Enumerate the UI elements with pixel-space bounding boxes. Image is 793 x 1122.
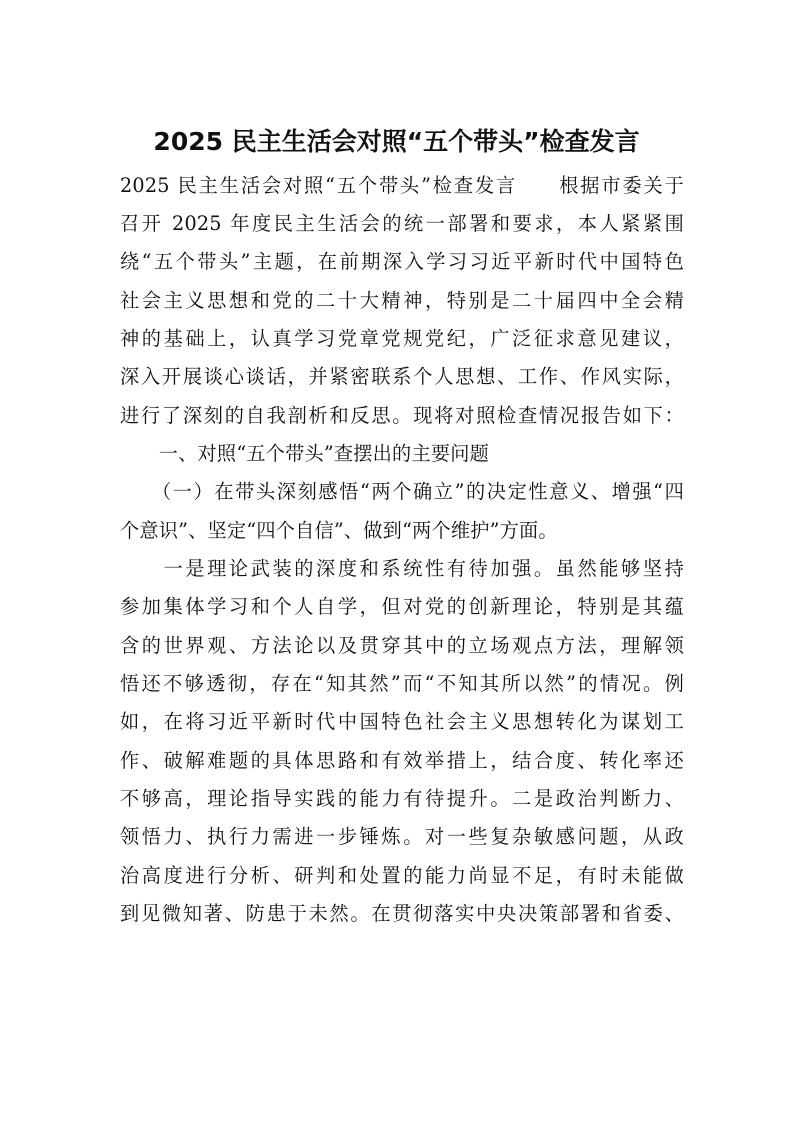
body-line: 领悟力、执行力需进一步锤炼。对一些复杂敏感问题，从政 (120, 825, 684, 848)
body-line: 绕“五个带头”主题，在前期深入学习习近平新时代中国特色 (120, 250, 684, 273)
subsection-heading-cont: 个意识”、坚定“四个自信”、做到“两个维护”方面。 (120, 519, 558, 542)
subsection-heading: （一）在带头深刻感悟“两个确立”的决定性意义、增强“四 (120, 480, 684, 503)
body-line: 进行了深刻的自我剖析和反思。现将对照检查情况报告如下： (120, 404, 684, 427)
body-line: 如，在将习近平新时代中国特色社会主义思想转化为谋划工 (120, 710, 684, 733)
body-line: 到见微知著、防患于未然。在贯彻落实中央决策部署和省委、 (120, 902, 684, 925)
body-line: 含的世界观、方法论以及贯穿其中的立场观点方法，理解领 (120, 634, 684, 657)
body-line: 神的基础上，认真学习党章党规党纪，广泛征求意见建议， (120, 327, 684, 350)
body-line: 悟还不够透彻，存在“知其然”而“不知其所以然”的情况。例 (120, 672, 684, 695)
body-line: 社会主义思想和党的二十大精神，特别是二十届四中全会精 (120, 289, 684, 312)
body-line: 一是理论武装的深度和系统性有待加强。虽然能够坚持 (120, 557, 684, 580)
body-line: 召开 2025 年度民主生活会的统一部署和要求，本人紧紧围 (120, 212, 684, 235)
body-line: 参加集体学习和个人自学，但对党的创新理论，特别是其蕴 (120, 595, 684, 618)
body-line: 不够高，理论指导实践的能力有待提升。二是政治判断力、 (120, 787, 684, 810)
body-line: 深入开展谈心谈话，并紧密联系个人思想、工作、作风实际， (120, 365, 684, 388)
body-line: 治高度进行分析、研判和处置的能力尚显不足，有时未能做 (120, 864, 684, 887)
document-title: 2025 民主生活会对照“五个带头”检查发言 (153, 127, 640, 156)
section-heading: 一、对照“五个带头”查摆出的主要问题 (120, 442, 489, 465)
body-line: 作、破解难题的具体思路和有效举措上，结合度、转化率还 (120, 749, 684, 772)
body-line: 2025 民主生活会对照“五个带头”检查发言 根据市委关于 (120, 174, 684, 197)
